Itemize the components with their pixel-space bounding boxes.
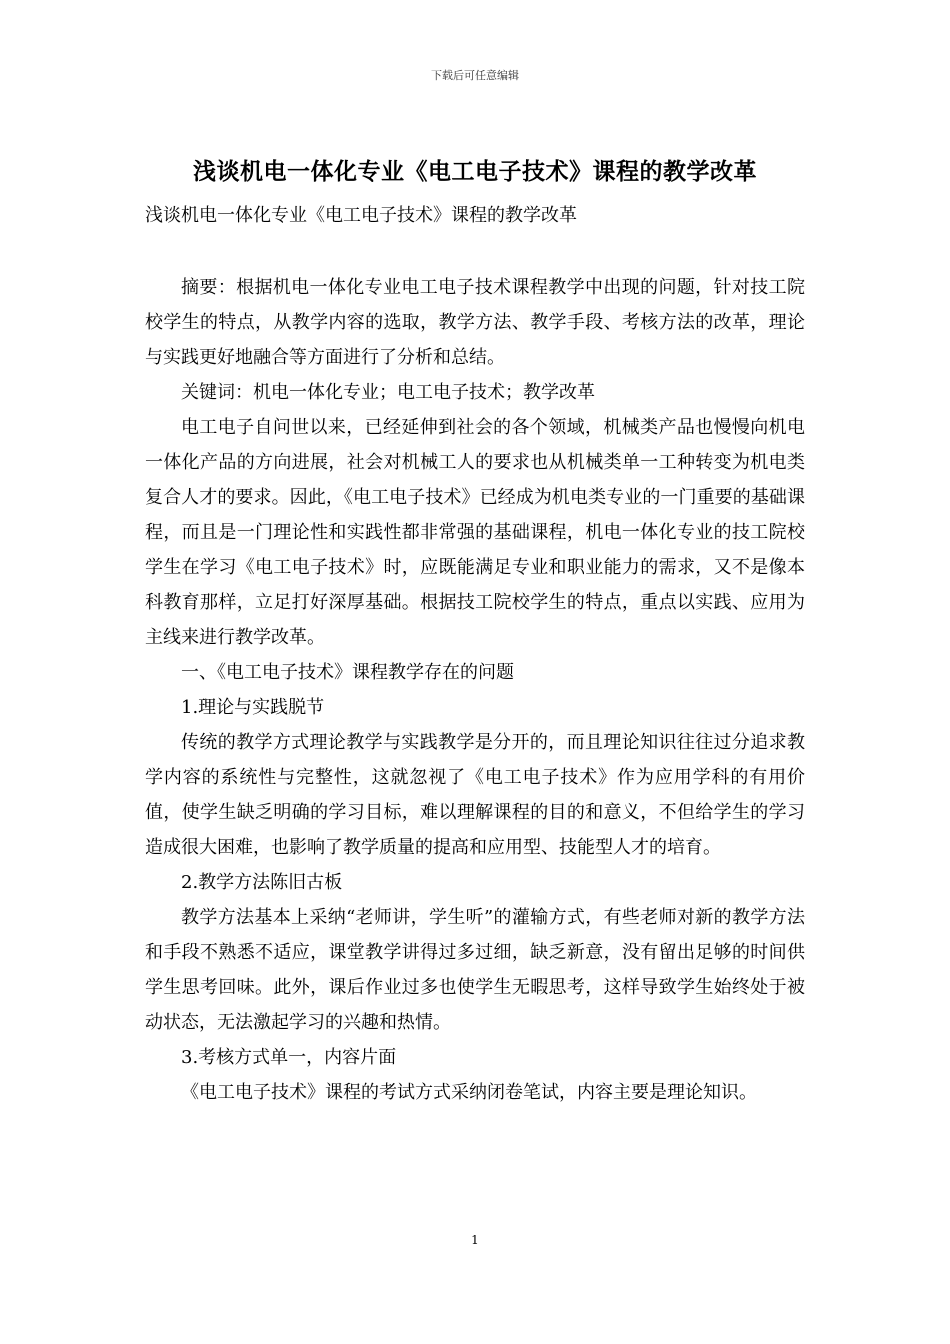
subheading-teaching-methods: 2.教学方法陈旧古板 — [181, 872, 343, 893]
subheading-assessment: 3.考核方式单一，内容片面 — [181, 1047, 397, 1068]
subheading-theory-practice: 1.理论与实践脱节 — [181, 697, 325, 718]
document-subtitle: 浅谈机电一体化专业《电工电子技术》课程的教学改革 — [145, 205, 577, 226]
header-note: 下载后可任意编辑 — [431, 69, 519, 82]
paragraph-teaching-methods: 教学方法基本上采纳“老师讲，学生听”的灌输方式，有些老师对新的教学方法和手段不熟悉不适应，课堂教学讲得过多过细，缺乏新意，没有留出足够的时间供学生思考回味。此外，课后作业过多也使学生无暇思考，这样导致学生始终处于被动状态，无法激起学习的兴趣和热情。 — [145, 907, 805, 1033]
page-number: 1 — [471, 1233, 479, 1247]
document-body — [145, 270, 805, 1110]
paragraph-theory-practice: 传统的教学方式理论教学与实践教学是分开的，而且理论知识往往过分追求教学内容的系统性与完整性，这就忽视了《电工电子技术》作为应用学科的有用价值，使学生缺乏明确的学习目标，难以理解课程的目的和意义，不但给学生的学习造成很大困难，也影响了教学质量的提高和应用型、技能型人才的培育。 — [145, 732, 805, 858]
section-heading-problems: 一、《电工电子技术》课程教学存在的问题 — [181, 662, 514, 683]
intro-paragraph: 电工电子自问世以来，已经延伸到社会的各个领域，机械类产品也慢慢向机电一体化产品的方向进展，社会对机械工人的要求也从机械类单一工种转变为机电类复合人才的要求。因此，《电工电子技术》已经成为机电类专业的一门重要的基础课程，而且是一门理论性和实践性都非常强的基础课程，机电一体化专业的技工院校学生在学习《电工电子技术》时，应既能满足专业和职业能力的需求，又不是像本科教育那样，立足打好深厚基础。根据技工院校学生的特点，重点以实践、应用为主线来进行教学改革。 — [145, 417, 805, 648]
keywords-line: 关键词：机电一体化专业；电工电子技术；教学改革 — [181, 382, 595, 403]
abstract-paragraph: 摘要：根据机电一体化专业电工电子技术课程教学中出现的问题，针对技工院校学生的特点，从教学内容的选取，教学方法、教学手段、考核方法的改革，理论与实践更好地融合等方面进行了分析和总结。 — [145, 277, 805, 368]
document-title: 浅谈机电一体化专业《电工电子技术》课程的教学改革 — [193, 159, 757, 185]
paragraph-assessment: 《电工电子技术》课程的考试方式采纳闭卷笔试，内容主要是理论知识。 — [181, 1082, 757, 1103]
